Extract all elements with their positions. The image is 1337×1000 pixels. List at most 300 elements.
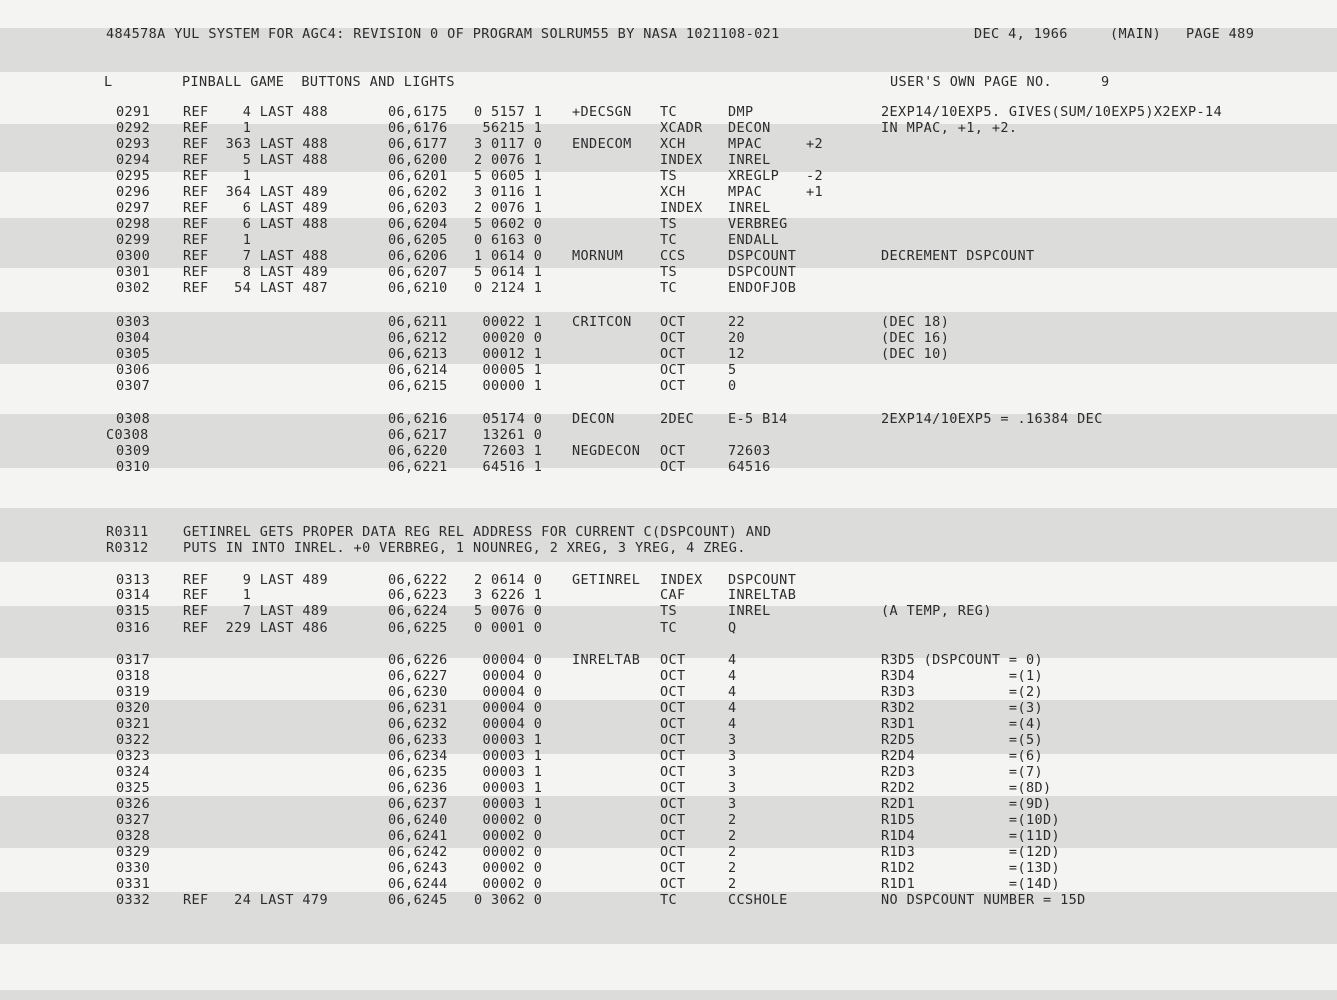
listing-line [0, 136, 1337, 152]
cell-word: 00002 0 [474, 844, 543, 860]
cell-mod: +1 [806, 184, 824, 200]
cell-operand: 2 [728, 876, 737, 892]
cell-operand: MPAC [728, 136, 763, 152]
listing-line [0, 876, 1337, 892]
cell-op: TC [660, 280, 678, 296]
cell-comment: R3D4 =(1) [881, 668, 1044, 684]
listing-line [0, 184, 1337, 200]
cell-addr: 06,6207 [388, 264, 448, 280]
cell-addr: 06,6234 [388, 748, 448, 764]
cell-operand: DSPCOUNT [728, 572, 797, 588]
cell-word: 00002 0 [474, 812, 543, 828]
listing-line [0, 860, 1337, 876]
remark-line [0, 524, 1337, 540]
listing-line [0, 248, 1337, 264]
cell-seq: 0297 [116, 200, 151, 216]
cell-ref: REF 364 LAST 489 [183, 184, 328, 200]
cell-word: 00004 0 [474, 652, 543, 668]
cell-operand: INREL [728, 200, 771, 216]
own-page-label: USER'S OWN PAGE NO. [890, 74, 1053, 90]
cell-op: INDEX [660, 152, 703, 168]
cell-op: CCS [660, 248, 686, 264]
cell-operand: INREL [728, 603, 771, 619]
cell-ref: REF 1 [183, 168, 252, 184]
cell-word: 00002 0 [474, 876, 543, 892]
cell-seq: 0332 [116, 892, 151, 908]
listing-line [0, 892, 1337, 908]
cell-seq: 0319 [116, 684, 151, 700]
cell-addr: 06,6241 [388, 828, 448, 844]
cell-addr: 06,6220 [388, 443, 448, 459]
cell-ref: REF 7 LAST 489 [183, 603, 328, 619]
listing-line [0, 362, 1337, 378]
cell-addr: 06,6215 [388, 378, 448, 394]
cell-word: 00004 0 [474, 716, 543, 732]
cell-operand: 3 [728, 748, 737, 764]
cell-ref: REF 1 [183, 120, 252, 136]
cell-word: 64516 1 [474, 459, 543, 475]
cell-word: 3 0116 1 [474, 184, 543, 200]
cell-word: 00005 1 [474, 362, 543, 378]
cell-word: 00012 1 [474, 346, 543, 362]
cell-addr: 06,6200 [388, 152, 448, 168]
cell-op: OCT [660, 346, 686, 362]
listing-line [0, 732, 1337, 748]
cell-comment: R1D4 =(11D) [881, 828, 1061, 844]
cell-addr: 06,6240 [388, 812, 448, 828]
cell-seq: 0293 [116, 136, 151, 152]
cell-seq: 0328 [116, 828, 151, 844]
cell-operand: E-5 B14 [728, 411, 788, 427]
listing-line [0, 232, 1337, 248]
cell-seq: 0313 [116, 572, 151, 588]
cell-op: CAF [660, 587, 686, 603]
cell-addr: 06,6212 [388, 330, 448, 346]
cell-addr: 06,6210 [388, 280, 448, 296]
cell-seq: 0302 [116, 280, 151, 296]
cell-mod: +2 [806, 136, 824, 152]
cell-op: OCT [660, 860, 686, 876]
cell-operand: 20 [728, 330, 746, 346]
cell-comment: (DEC 18) [881, 314, 950, 330]
listing-line [0, 652, 1337, 668]
cell-word: 56215 1 [474, 120, 543, 136]
cell-addr: 06,6206 [388, 248, 448, 264]
listing-line [0, 620, 1337, 636]
cell-word: 00004 0 [474, 700, 543, 716]
cell-comment: R3D5 (DSPCOUNT = 0) [881, 652, 1044, 668]
cell-word: 2 0614 0 [474, 572, 543, 588]
cell-addr: 06,6232 [388, 716, 448, 732]
cell-operand: 4 [728, 668, 737, 684]
cell-op: XCH [660, 184, 686, 200]
subheader-title: PINBALL GAME BUTTONS AND LIGHTS [182, 74, 455, 90]
cell-comment: NO DSPCOUNT NUMBER = 15D [881, 892, 1086, 908]
cell-operand: DMP [728, 104, 754, 120]
cell-seq: 0295 [116, 168, 151, 184]
cell-word: 00004 0 [474, 668, 543, 684]
cell-word: 00003 1 [474, 764, 543, 780]
cell-comment: R2D1 =(9D) [881, 796, 1052, 812]
cell-seq: 0329 [116, 844, 151, 860]
cell-comment: 2EXP14/10EXP5. GIVES(SUM/10EXP5)X2EXP-14 [881, 104, 1223, 120]
cell-ref: REF 9 LAST 489 [183, 572, 328, 588]
cell-op: TS [660, 168, 678, 184]
listing-line [0, 120, 1337, 136]
cell-seq: 0298 [116, 216, 151, 232]
cell-seq: 0310 [116, 459, 151, 475]
cell-comment: R2D3 =(7) [881, 764, 1044, 780]
cell-ref: REF 4 LAST 488 [183, 104, 328, 120]
listing-line [0, 411, 1337, 427]
listing-line [0, 844, 1337, 860]
listing-line [0, 780, 1337, 796]
cell-operand: ENDOFJOB [728, 280, 797, 296]
cell-word: 0 2124 1 [474, 280, 543, 296]
listing-line [0, 684, 1337, 700]
cell-comment: DECREMENT DSPCOUNT [881, 248, 1035, 264]
cell-label: MORNUM [572, 248, 624, 264]
cell-label: ENDECOM [572, 136, 632, 152]
cell-word: 00000 1 [474, 378, 543, 394]
cell-comment: (A TEMP, REG) [881, 603, 992, 619]
cell-addr: 06,6233 [388, 732, 448, 748]
cell-operand: 22 [728, 314, 746, 330]
listing-line [0, 200, 1337, 216]
cell-addr: 06,6237 [388, 796, 448, 812]
cell-op: TS [660, 603, 678, 619]
cell-comment: R1D1 =(14D) [881, 876, 1061, 892]
listing-line [0, 700, 1337, 716]
cell-seq: 0330 [116, 860, 151, 876]
cell-addr: 06,6201 [388, 168, 448, 184]
cell-label: +DECSGN [572, 104, 632, 120]
cell-ref: REF 7 LAST 488 [183, 248, 328, 264]
listing-line [0, 764, 1337, 780]
listing-line [0, 330, 1337, 346]
cell-op: TC [660, 620, 678, 636]
cell-seq: 0326 [116, 796, 151, 812]
cell-seq: 0322 [116, 732, 151, 748]
header-title: 484578A YUL SYSTEM FOR AGC4: REVISION 0 OF PROGRAM SOLRUM55 BY NASA 1021108-021 [106, 26, 780, 42]
cell-op: OCT [660, 362, 686, 378]
cell-ref: REF 363 LAST 488 [183, 136, 328, 152]
remark-seq: R0312 [106, 540, 149, 556]
cell-seq: 0305 [116, 346, 151, 362]
cell-comment: R1D3 =(12D) [881, 844, 1061, 860]
cell-seq: 0316 [116, 620, 151, 636]
cell-addr: 06,6225 [388, 620, 448, 636]
cell-op: OCT [660, 443, 686, 459]
cell-op: OCT [660, 748, 686, 764]
cell-mod: -2 [806, 168, 824, 184]
cell-comment: (DEC 16) [881, 330, 950, 346]
cell-op: OCT [660, 844, 686, 860]
cell-op: OCT [660, 668, 686, 684]
cell-addr: 06,6203 [388, 200, 448, 216]
cell-label: NEGDECON [572, 443, 641, 459]
cell-ref: REF 24 LAST 479 [183, 892, 328, 908]
cell-seq: 0314 [116, 587, 151, 603]
remark-line [0, 540, 1337, 556]
cell-operand: 0 [728, 378, 737, 394]
cell-label: GETINREL [572, 572, 641, 588]
cell-word: 00003 1 [474, 796, 543, 812]
header-date: DEC 4, 1966 [974, 26, 1068, 42]
cell-addr: 06,6211 [388, 314, 448, 330]
cell-operand: 2 [728, 828, 737, 844]
cell-addr: 06,6217 [388, 427, 448, 443]
cell-op: OCT [660, 314, 686, 330]
cell-operand: 3 [728, 732, 737, 748]
cell-addr: 06,6175 [388, 104, 448, 120]
cell-word: 2 0076 1 [474, 200, 543, 216]
cell-seq: 0318 [116, 668, 151, 684]
cell-word: 00022 1 [474, 314, 543, 330]
cell-seq: 0307 [116, 378, 151, 394]
cell-seq: 0299 [116, 232, 151, 248]
cell-op: OCT [660, 828, 686, 844]
cell-word: 0 3062 0 [474, 892, 543, 908]
remark-text: GETINREL GETS PROPER DATA REG REL ADDRESS FOR CURRENT C(DSPCOUNT) AND [183, 524, 772, 540]
cell-addr: 06,6176 [388, 120, 448, 136]
cell-seq: 0296 [116, 184, 151, 200]
cell-word: 0 6163 0 [474, 232, 543, 248]
cell-addr: 06,6202 [388, 184, 448, 200]
cell-op: 2DEC [660, 411, 695, 427]
cell-op: XCH [660, 136, 686, 152]
cell-ref: REF 8 LAST 489 [183, 264, 328, 280]
listing-line [0, 427, 1337, 443]
cell-seq: 0306 [116, 362, 151, 378]
cell-operand: 4 [728, 700, 737, 716]
cell-word: 00004 0 [474, 684, 543, 700]
listing-line [0, 443, 1337, 459]
cell-word: 0 0001 0 [474, 620, 543, 636]
cell-addr: 06,6245 [388, 892, 448, 908]
listing-line [0, 280, 1337, 296]
cell-addr: 06,6236 [388, 780, 448, 796]
cell-seq: 0300 [116, 248, 151, 264]
page-header [0, 26, 1337, 42]
cell-seq: 0315 [116, 603, 151, 619]
cell-op: OCT [660, 459, 686, 475]
cell-seq: 0304 [116, 330, 151, 346]
cell-seq: 0294 [116, 152, 151, 168]
cell-op: TC [660, 232, 678, 248]
cell-comment: R3D2 =(3) [881, 700, 1044, 716]
cell-op: OCT [660, 876, 686, 892]
cell-seq: C0308 [106, 427, 149, 443]
cell-op: OCT [660, 330, 686, 346]
cell-op: OCT [660, 716, 686, 732]
cell-seq: 0321 [116, 716, 151, 732]
cell-op: TC [660, 104, 678, 120]
cell-operand: MPAC [728, 184, 763, 200]
cell-seq: 0292 [116, 120, 151, 136]
cell-operand: XREGLP [728, 168, 780, 184]
cell-op: TS [660, 264, 678, 280]
cell-seq: 0303 [116, 314, 151, 330]
cell-seq: 0317 [116, 652, 151, 668]
cell-addr: 06,6227 [388, 668, 448, 684]
cell-operand: 3 [728, 764, 737, 780]
cell-op: TC [660, 892, 678, 908]
listing-line [0, 603, 1337, 619]
cell-word: 00020 0 [474, 330, 543, 346]
cell-comment: (DEC 10) [881, 346, 950, 362]
cell-word: 05174 0 [474, 411, 543, 427]
cell-ref: REF 229 LAST 486 [183, 620, 328, 636]
cell-word: 5 0614 1 [474, 264, 543, 280]
cell-operand: INRELTAB [728, 587, 797, 603]
cell-seq: 0327 [116, 812, 151, 828]
cell-operand: 12 [728, 346, 746, 362]
cell-word: 00002 0 [474, 860, 543, 876]
listing-line [0, 378, 1337, 394]
cell-word: 3 0117 0 [474, 136, 543, 152]
cell-op: OCT [660, 378, 686, 394]
cell-comment: R2D5 =(5) [881, 732, 1044, 748]
cell-operand: CCSHOLE [728, 892, 788, 908]
cell-operand: 3 [728, 796, 737, 812]
cell-op: OCT [660, 684, 686, 700]
cell-comment: R1D5 =(10D) [881, 812, 1061, 828]
listing-line [0, 346, 1337, 362]
cell-comment: R2D4 =(6) [881, 748, 1044, 764]
listing-line [0, 459, 1337, 475]
remark-text: PUTS IN INTO INREL. +0 VERBREG, 1 NOUNREG, 2 XREG, 3 YREG, 4 ZREG. [183, 540, 746, 556]
cell-word: 3 6226 1 [474, 587, 543, 603]
cell-word: 13261 0 [474, 427, 543, 443]
cell-ref: REF 6 LAST 489 [183, 200, 328, 216]
cell-word: 5 0076 0 [474, 603, 543, 619]
listing-line [0, 812, 1337, 828]
cell-comment: R1D2 =(13D) [881, 860, 1061, 876]
cell-comment: IN MPAC, +1, +2. [881, 120, 1018, 136]
cell-addr: 06,6221 [388, 459, 448, 475]
cell-operand: DSPCOUNT [728, 264, 797, 280]
cell-op: OCT [660, 764, 686, 780]
cell-addr: 06,6230 [388, 684, 448, 700]
listing-line [0, 748, 1337, 764]
paper-stripe [0, 990, 1337, 1000]
cell-operand: 64516 [728, 459, 771, 475]
cell-word: 72603 1 [474, 443, 543, 459]
cell-operand: 72603 [728, 443, 771, 459]
cell-addr: 06,6226 [388, 652, 448, 668]
cell-addr: 06,6244 [388, 876, 448, 892]
cell-op: OCT [660, 700, 686, 716]
cell-ref: REF 6 LAST 488 [183, 216, 328, 232]
cell-seq: 0301 [116, 264, 151, 280]
cell-seq: 0320 [116, 700, 151, 716]
cell-addr: 06,6242 [388, 844, 448, 860]
cell-comment: 2EXP14/10EXP5 = .16384 DEC [881, 411, 1103, 427]
cell-addr: 06,6231 [388, 700, 448, 716]
listing-line [0, 216, 1337, 232]
listing-line [0, 716, 1337, 732]
cell-op: OCT [660, 796, 686, 812]
cell-word: 5 0602 0 [474, 216, 543, 232]
cell-word: 5 0605 1 [474, 168, 543, 184]
cell-word: 00003 1 [474, 732, 543, 748]
cell-comment: R3D3 =(2) [881, 684, 1044, 700]
cell-op: INDEX [660, 572, 703, 588]
cell-seq: 0323 [116, 748, 151, 764]
cell-operand: VERBREG [728, 216, 788, 232]
listing-line [0, 796, 1337, 812]
cell-addr: 06,6235 [388, 764, 448, 780]
cell-comment: R2D2 =(8D) [881, 780, 1052, 796]
page-subheader [0, 74, 1337, 90]
cell-operand: 2 [728, 844, 737, 860]
cell-addr: 06,6177 [388, 136, 448, 152]
own-page-number: 9 [1101, 74, 1110, 90]
cell-operand: 2 [728, 812, 737, 828]
cell-ref: REF 5 LAST 488 [183, 152, 328, 168]
cell-op: TS [660, 216, 678, 232]
cell-word: 00003 1 [474, 748, 543, 764]
listing-line [0, 168, 1337, 184]
listing-line [0, 152, 1337, 168]
cell-operand: 2 [728, 860, 737, 876]
cell-addr: 06,6223 [388, 587, 448, 603]
cell-operand: 4 [728, 716, 737, 732]
header-page: PAGE 489 [1186, 26, 1255, 42]
cell-word: 00003 1 [474, 780, 543, 796]
cell-addr: 06,6216 [388, 411, 448, 427]
cell-seq: 0309 [116, 443, 151, 459]
cell-operand: 4 [728, 652, 737, 668]
cell-addr: 06,6214 [388, 362, 448, 378]
subheader-marker: L [104, 74, 113, 90]
cell-word: 0 5157 1 [474, 104, 543, 120]
cell-label: DECON [572, 411, 615, 427]
cell-seq: 0331 [116, 876, 151, 892]
cell-addr: 06,6213 [388, 346, 448, 362]
cell-operand: 4 [728, 684, 737, 700]
cell-seq: 0325 [116, 780, 151, 796]
cell-operand: DSPCOUNT [728, 248, 797, 264]
cell-seq: 0291 [116, 104, 151, 120]
cell-addr: 06,6243 [388, 860, 448, 876]
cell-ref: REF 1 [183, 232, 252, 248]
cell-word: 2 0076 1 [474, 152, 543, 168]
remark-seq: R0311 [106, 524, 149, 540]
cell-op: OCT [660, 780, 686, 796]
cell-op: XCADR [660, 120, 703, 136]
listing-line [0, 587, 1337, 603]
cell-seq: 0308 [116, 411, 151, 427]
cell-op: OCT [660, 732, 686, 748]
header-section: (MAIN) [1110, 26, 1162, 42]
cell-label: CRITCON [572, 314, 632, 330]
listing-line [0, 572, 1337, 588]
cell-op: OCT [660, 812, 686, 828]
cell-addr: 06,6222 [388, 572, 448, 588]
cell-operand: 3 [728, 780, 737, 796]
cell-operand: INREL [728, 152, 771, 168]
listing-line [0, 314, 1337, 330]
cell-seq: 0324 [116, 764, 151, 780]
cell-operand: DECON [728, 120, 771, 136]
listing-line [0, 104, 1337, 120]
listing-line [0, 264, 1337, 280]
cell-ref: REF 54 LAST 487 [183, 280, 328, 296]
cell-word: 1 0614 0 [474, 248, 543, 264]
cell-operand: ENDALL [728, 232, 780, 248]
